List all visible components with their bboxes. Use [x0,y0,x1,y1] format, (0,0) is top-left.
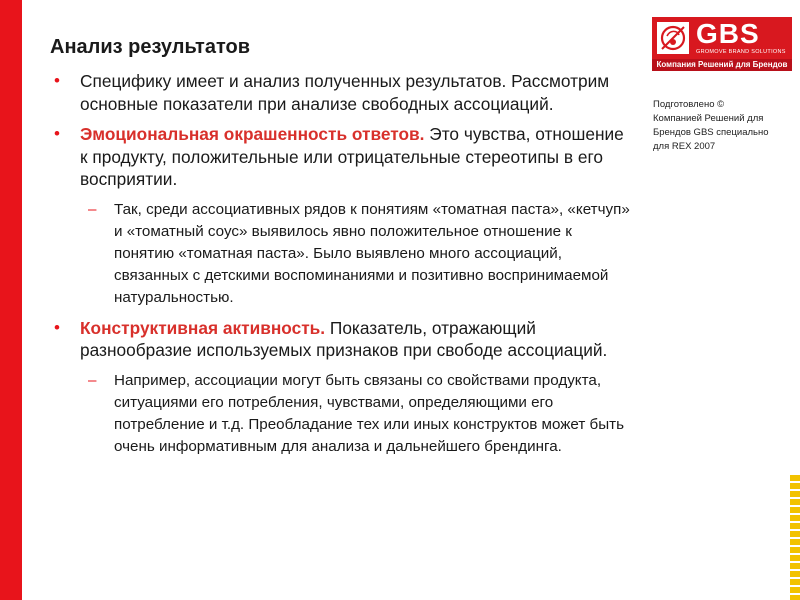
logo-subtitle: GROMOVE BRAND SOLUTIONS [696,49,786,55]
subbullet-tomato [50,199,632,309]
left-accent-bar [0,0,22,600]
bullet-marker: • [54,317,60,337]
subbullet-example [50,370,632,458]
slide-title: Анализ результатов [50,36,250,58]
bullet-text: Показатель, отражающий разнообразие используемых признаков при свободе ассоциаций. [80,317,608,360]
credit-note: Подготовлено © Компанией Решений для Брендов GBS специально для REX 2007 [653,99,769,152]
bullet-emotional [50,123,632,191]
bullet-intro [50,70,632,115]
right-decor-strip [790,475,800,600]
subbullet-marker: – [88,200,97,218]
bullet-marker: • [54,124,60,143]
subbullet-text: Например, ассоциации могут быть связаны со свойствами продукта, ситуациями его потребления, чувствами, определяющими его потребление и т.д. Преобладание тех или иных конструктов может быть очень информативным для анализа и дальнейшего брендинга. [114,371,625,455]
logo-box [652,17,792,59]
subbullet-marker: – [88,371,97,389]
gbs-logo [652,17,792,71]
bullet-constructive [50,317,632,362]
bullet-highlight: Конструктивная активность. [80,317,326,338]
logo-emblem-icon [655,20,691,56]
bullet-marker: • [54,71,60,90]
bullet-text: Это чувства, отношение к продукту, положительные или отрицательные стереотипы в его восприятии. [80,124,624,189]
bullet-list [50,70,632,458]
bullet-highlight: Эмоциональная окрашенность ответов. [80,124,425,144]
slide-content [50,70,632,466]
subbullet-text: Так, среди ассоциативных рядов к понятиям «томатная паста», «кетчуп» и «томатный соус» выявилось явно положительное отношение к понятию «томатная паста». Было выявлено много ассоциаций, связанных с детскими воспоминаниями и позитивно воспринимаемой натуральностью. [114,200,630,306]
logo-tagline: Компания Решений для Брендов [652,59,792,71]
logo-text: GBS [696,18,760,49]
bullet-text: Специфику имеет и анализ полученных результатов. Рассмотрим основные показатели при анализе свободных ассоциаций. [80,71,610,114]
